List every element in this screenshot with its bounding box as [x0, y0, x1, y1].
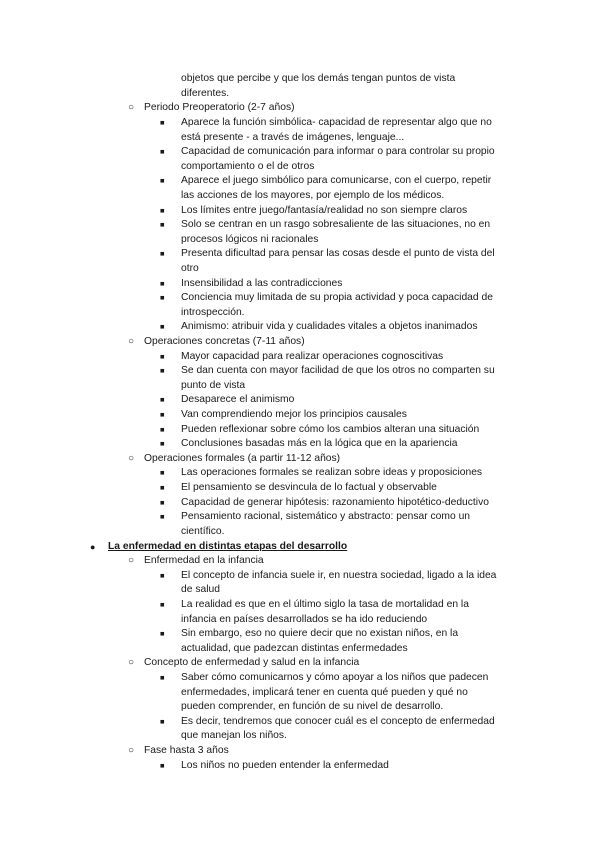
text-line: otro — [181, 263, 199, 274]
text-line: objetos que percibe y que los demás tengan puntos de vista — [181, 73, 456, 84]
text-line: enfermedades, implicará tener en cuenta qué pueden y qué no — [181, 687, 468, 698]
bullet-square: ■ — [160, 322, 165, 331]
bullet-circle: ○ — [128, 453, 135, 464]
text-line: Solo se centran en un rasgo sobresaliente de las situaciones, no en — [181, 219, 491, 230]
text-line: infancia en países desarrollados se ha ido reduciendo — [181, 614, 428, 625]
text-line: de salud — [181, 584, 220, 595]
text-line: Presenta dificultad para pensar las cosas desde el punto de vista del — [181, 248, 495, 259]
bullet-circle: ○ — [128, 657, 135, 668]
bullet-square: ■ — [160, 410, 165, 419]
section-heading: Enfermedad en la infancia — [144, 555, 264, 566]
section-heading: Operaciones concretas (7-11 años) — [144, 336, 305, 347]
main-heading: La enfermedad en distintas etapas del desarrollo — [108, 541, 348, 552]
text-line: Insensibilidad a las contradicciones — [181, 278, 343, 289]
bullet-square: ■ — [160, 147, 165, 156]
text-line: procesos lógicos ni racionales — [181, 234, 319, 245]
text-line: La realidad es que en el último siglo la tasa de mortalidad en la — [181, 599, 469, 610]
bullet-square: ■ — [160, 249, 165, 258]
bullet-square: ■ — [160, 439, 165, 448]
bullet-square: ■ — [160, 118, 165, 127]
text-line: punto de vista — [181, 380, 246, 391]
text-line: introspección. — [181, 307, 245, 318]
text-line: diferentes. — [181, 88, 230, 99]
text-line: Es decir, tendremos que conocer cuál es el concepto de enfermedad — [181, 716, 495, 727]
text-line: las acciones de los mayores, por ejemplo de los médicos. — [181, 190, 445, 201]
bullet-square: ■ — [160, 512, 165, 521]
bullet-square: ■ — [160, 600, 165, 609]
bullet-square: ■ — [160, 425, 165, 434]
text-line: Conciencia muy limitada de su propia actividad y poca capacidad de — [181, 292, 493, 303]
bullet-square: ■ — [160, 483, 165, 492]
text-line: actualidad, que padezcan distintas enfermedades — [181, 643, 408, 654]
text-line: que manejan los niños. — [181, 730, 287, 741]
section-heading: Concepto de enfermedad y salud en la infancia — [144, 657, 360, 668]
bullet-square: ■ — [160, 279, 165, 288]
text-line: científico. — [181, 526, 225, 537]
text-line: Aparece la función simbólica- capacidad de representar algo que no — [181, 117, 492, 128]
bullet-square: ■ — [160, 293, 165, 302]
text-line: Los límites entre juego/fantasía/realidad no son siempre claros — [181, 205, 468, 216]
text-line: Capacidad de comunicación para informar o para controlar su propio — [181, 146, 495, 157]
bullet-square: ■ — [160, 629, 165, 638]
text-line: Saber cómo comunicarnos y cómo apoyar a los niños que padecen — [181, 672, 489, 683]
section-heading: Fase hasta 3 años — [144, 745, 229, 756]
bullet-square: ■ — [160, 352, 165, 361]
bullet-disc: ● — [90, 542, 96, 552]
bullet-square: ■ — [160, 673, 165, 682]
text-line: comportamiento o el de otros — [181, 161, 315, 172]
text-line: Capacidad de generar hipótesis: razonamiento hipotético-deductivo — [181, 497, 489, 508]
text-line: Pensamiento racional, sistemático y abstracto: pensar como un — [181, 511, 471, 522]
text-line: Aparece el juego simbólico para comunicarse, con el cuerpo, repetir — [181, 175, 492, 186]
text-line: está presente - a través de imágenes, lenguaje... — [181, 132, 405, 143]
text-line: Conclusiones basadas más en la lógica que en la apariencia — [181, 438, 458, 449]
text-line: Sin embargo, eso no quiere decir que no existan niños, en la — [181, 628, 459, 639]
text-line: Las operaciones formales se realizan sobre ideas y proposiciones — [181, 467, 483, 478]
text-line: El pensamiento se desvincula de lo factual y observable — [181, 482, 437, 493]
text-line: Los niños no pueden entender la enfermedad — [181, 760, 389, 771]
text-line: Animismo: atribuir vida y cualidades vitales a objetos inanimados — [181, 321, 478, 332]
text-line: Se dan cuenta con mayor facilidad de que los otros no comparten su — [181, 365, 495, 376]
text-line: Desaparece el animismo — [181, 394, 295, 405]
bullet-square: ■ — [160, 395, 165, 404]
bullet-square: ■ — [160, 571, 165, 580]
bullet-square: ■ — [160, 206, 165, 215]
text-line: Pueden reflexionar sobre cómo los cambios alteran una situación — [181, 424, 480, 435]
bullet-circle: ○ — [128, 745, 135, 756]
section-heading: Operaciones formales (a partir 11-12 años) — [144, 453, 341, 464]
text-line: Van comprendiendo mejor los principios causales — [181, 409, 407, 420]
bullet-square: ■ — [160, 761, 165, 770]
text-line: pueden comprender, en función de su nivel de desarrollo. — [181, 701, 444, 712]
section-heading: Periodo Preoperatorio (2-7 años) — [144, 102, 295, 113]
bullet-square: ■ — [160, 498, 165, 507]
bullet-square: ■ — [160, 220, 165, 229]
bullet-square: ■ — [160, 468, 165, 477]
bullet-square: ■ — [160, 366, 165, 375]
bullet-square: ■ — [160, 717, 165, 726]
text-line: El concepto de infancia suele ir, en nuestra sociedad, ligado a la idea — [181, 570, 497, 581]
bullet-circle: ○ — [128, 336, 135, 347]
text-line: Mayor capacidad para realizar operaciones cognoscitivas — [181, 351, 444, 362]
bullet-circle: ○ — [128, 555, 135, 566]
bullet-circle: ○ — [128, 102, 135, 113]
bullet-square: ■ — [160, 176, 165, 185]
